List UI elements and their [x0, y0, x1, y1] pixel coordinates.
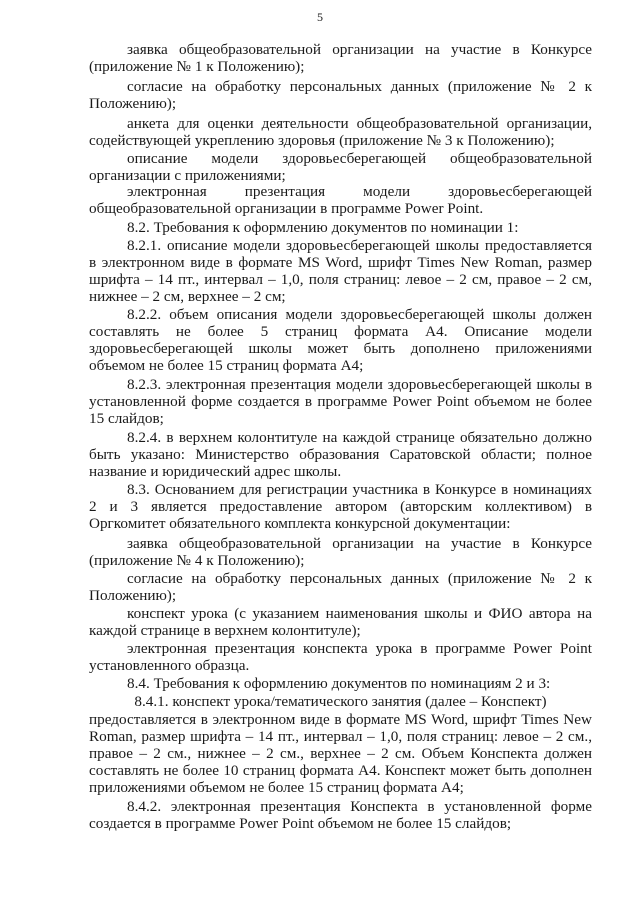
paragraph: 8.4.2. электронная презентация Конспекта в установленной форме создается в программе Power Point объемом не более 15 слайдов;: [89, 798, 592, 832]
paragraph: 8.2.1. описание модели здоровьесберегающей школы предоставляется в электронном виде в формате MS Word, шрифт Times New Roman, размер шрифта – 14 пт., интервал – 1,0, поля страниц: левое – 2 см, правое – 2 см, нижнее – 2 см, верхнее – 2 см;: [89, 237, 592, 305]
list-item: согласие на обработку персональных данных (приложение № 2 к Положению);: [89, 78, 592, 112]
list-item: электронная презентация модели здоровьесберегающей общеобразовательной организации в программе Power Point.: [89, 183, 592, 217]
list-item: заявка общеобразовательной организации на участие в Конкурсе (приложение № 1 к Положению);: [89, 41, 592, 75]
paragraph: 8.2.2. объем описания модели здоровьесберегающей школы должен составлять не более 5 страниц формата А4. Описание модели здоровьесберегающей школы может быть дополнено приложениями объемом не более 15 страниц формата А4;: [89, 306, 592, 374]
list-item: согласие на обработку персональных данных (приложение № 2 к Положению);: [89, 570, 592, 604]
page-number: 5: [317, 10, 323, 24]
paragraph: 8.2.3. электронная презентация модели здоровьесберегающей школы в установленной форме создается в программе Power Point объемом не более 15 слайдов;: [89, 376, 592, 427]
section-heading: 8.4. Требования к оформлению документов по номинациям 2 и 3:: [127, 675, 551, 692]
paragraph: 8.2.4. в верхнем колонтитуле на каждой странице обязательно должно быть указано: Министерство образования Саратовской области; полное название и юридический адрес школы.: [89, 429, 592, 480]
list-item: конспект урока (с указанием наименования школы и ФИО автора на каждой странице в верхнем колонтитуле);: [89, 605, 592, 639]
list-item: анкета для оценки деятельности общеобразовательной организации, содействующей укреплению здоровья (приложение № 3 к Положению);: [89, 115, 592, 149]
paragraph: 8.3. Основанием для регистрации участника в Конкурсе в номинациях 2 и 3 является предоставление автором (авторским коллективом) в Оргкомитет обязательного комплекта конкурсной документации:: [89, 481, 592, 532]
section-heading: 8.2. Требования к оформлению документов по номинации 1:: [127, 219, 519, 236]
list-item: электронная презентация конспекта урока в программе Power Point установленного образца.: [89, 640, 592, 674]
list-item: описание модели здоровьесберегающей общеобразовательной организации с приложениями;: [89, 150, 592, 184]
paragraph: предоставляется в электронном виде в формате MS Word, шрифт Times New Roman, размер шрифта – 14 пт., интервал – 1,0, поля страниц: левое – 2 см., правое – 2 см., нижнее – 2 см., верхнее – 2 см. Объем Конспекта должен составлять не более 10 страниц формата А4. Конспект может быть дополнен приложениями объемом не более 15 страниц формата А4;: [89, 711, 592, 796]
paragraph: 8.4.1. конспект урока/тематического занятия (далее – Конспект): [134, 693, 547, 710]
list-item: заявка общеобразовательной организации на участие в Конкурсе (приложение № 4 к Положению);: [89, 535, 592, 569]
